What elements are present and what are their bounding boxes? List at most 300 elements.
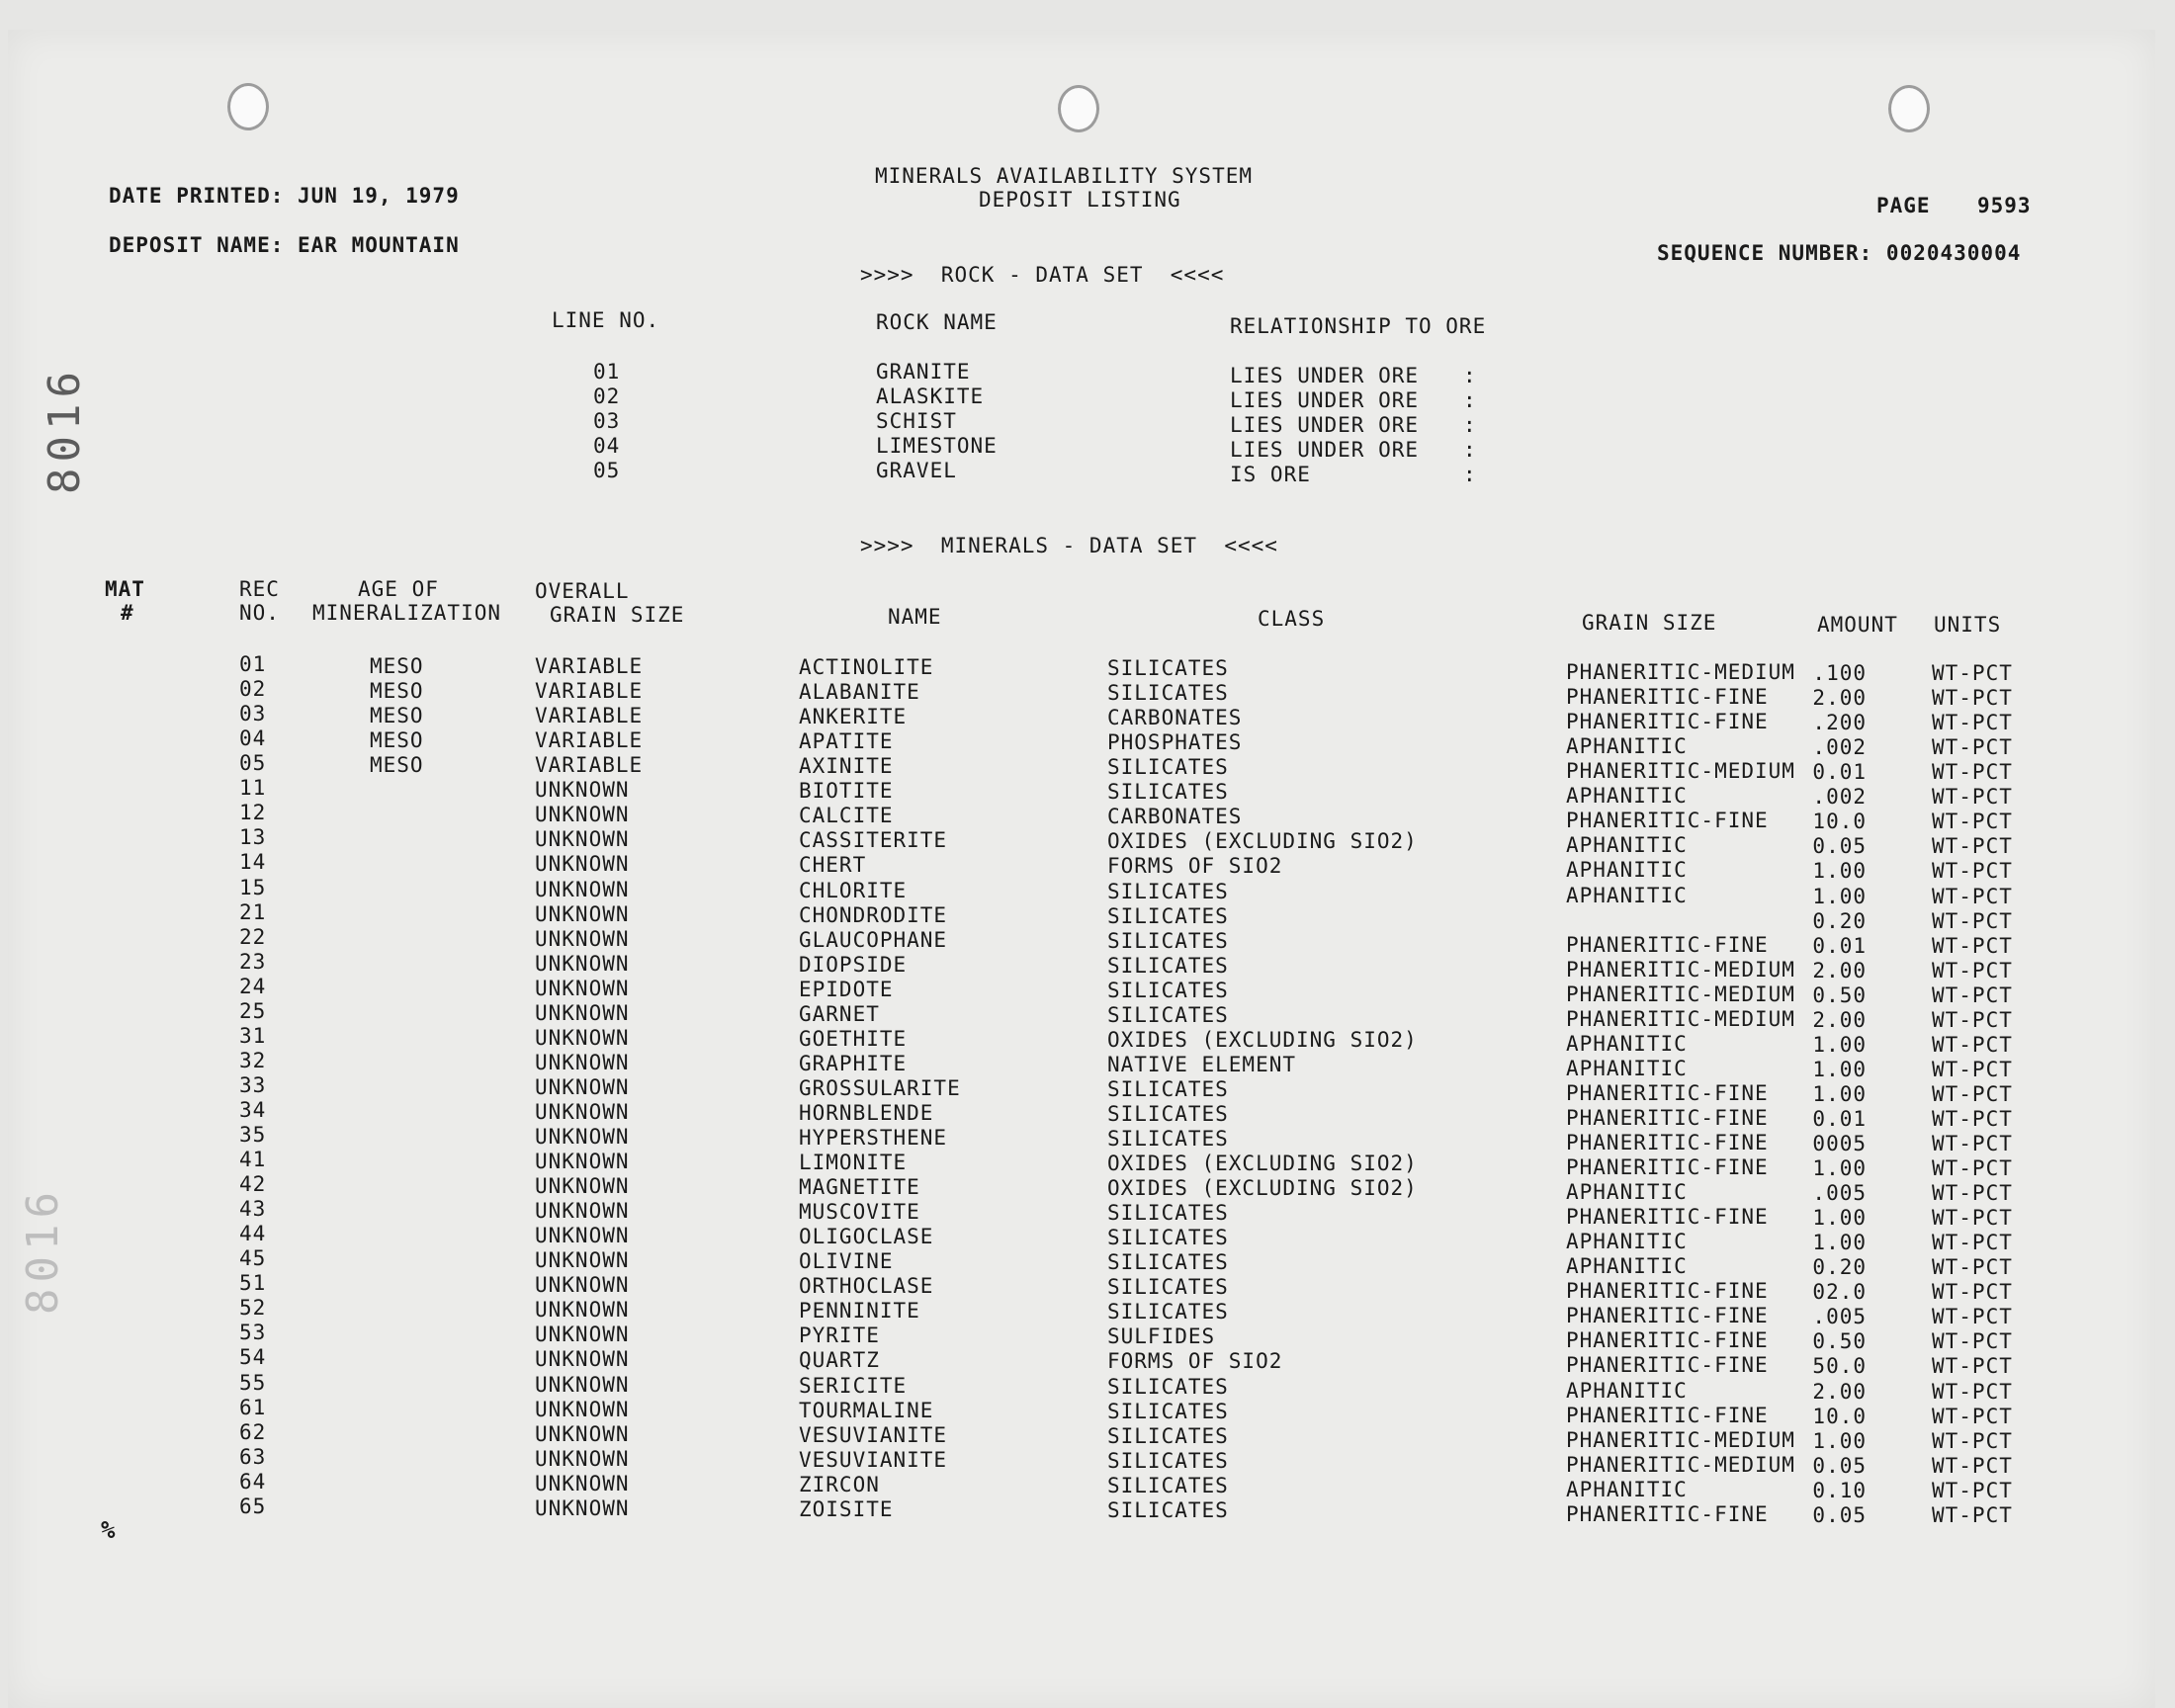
margin-stamp-number: 8016 <box>40 366 90 494</box>
mineral-name: CASSITERITE <box>799 828 948 853</box>
mineral-rec-no: 55 <box>239 1370 267 1395</box>
mineral-age: MESO <box>370 704 424 728</box>
mineral-name: MUSCOVITE <box>799 1200 920 1225</box>
rock-row <box>0 459 2175 486</box>
mineral-class: SULFIDES <box>1107 1324 1216 1349</box>
mineral-rec-no: 02 <box>239 677 267 701</box>
mineral-grain-size: PHANERITIC-MEDIUM <box>1566 759 1795 784</box>
mineral-rec-no: 65 <box>239 1494 267 1518</box>
mineral-grain-size: APHANITIC <box>1566 1031 1688 1056</box>
mineral-amount: 0.05 <box>1812 1502 1867 1527</box>
rock-relationship: LIES UNDER ORE <box>1230 413 1420 437</box>
mineral-overall-grain: VARIABLE <box>535 654 644 678</box>
mineral-grain-size: PHANERITIC-FINE <box>1566 1279 1769 1304</box>
mineral-row <box>0 949 2175 982</box>
mineral-class: SILICATES <box>1107 1275 1229 1300</box>
mineral-overall-grain: UNKNOWN <box>535 1397 630 1421</box>
mineral-units: WT-PCT <box>1932 1057 2013 1081</box>
mineral-row <box>0 1197 2175 1231</box>
mineral-overall-grain: UNKNOWN <box>535 1495 630 1520</box>
mineral-name: ZOISITE <box>799 1496 894 1521</box>
mineral-overall-grain: UNKNOWN <box>535 1150 630 1173</box>
age-header-1: AGE OF <box>358 577 439 601</box>
mineral-amount: .005 <box>1812 1181 1867 1206</box>
rock-relationship-mark: : <box>1463 413 1477 437</box>
mineral-grain-size: APHANITIC <box>1566 1254 1688 1279</box>
mineral-amount: 0.05 <box>1812 1453 1867 1478</box>
mineral-name: PYRITE <box>799 1324 880 1348</box>
mineral-class: SILICATES <box>1107 953 1229 978</box>
mineral-name: CHLORITE <box>799 878 908 902</box>
mat-hash-header: # <box>121 601 134 625</box>
mineral-amount: 0.01 <box>1812 933 1867 958</box>
rock-relationship-mark: : <box>1463 388 1477 412</box>
mineral-name: GARNET <box>799 1001 880 1026</box>
mineral-overall-grain: UNKNOWN <box>535 1000 630 1025</box>
mineral-overall-grain: UNKNOWN <box>535 976 630 1000</box>
mineral-class: OXIDES (EXCLUDING SIO2) <box>1107 1176 1418 1201</box>
mineral-class: OXIDES (EXCLUDING SIO2) <box>1107 829 1418 854</box>
punch-hole-right <box>1888 85 1930 132</box>
footer-percent-mark: % <box>101 1516 117 1544</box>
mineral-rec-no: 33 <box>239 1072 267 1097</box>
rec-header: REC <box>239 577 280 601</box>
mineral-overall-grain: UNKNOWN <box>535 1224 630 1248</box>
rec-no-header: NO. <box>239 601 280 625</box>
mineral-rec-no: 05 <box>239 751 267 776</box>
mineral-class: SILICATES <box>1107 780 1229 805</box>
mineral-amount: 0.20 <box>1812 1255 1867 1280</box>
mineral-amount: 1.00 <box>1812 884 1867 908</box>
mineral-name: ANKERITE <box>799 705 908 729</box>
page-label: PAGE <box>1876 194 1931 217</box>
mineral-age: MESO <box>370 753 424 778</box>
mineral-rec-no: 54 <box>239 1345 267 1370</box>
mineral-row <box>0 1072 2175 1106</box>
mineral-name: MAGNETITE <box>799 1175 920 1200</box>
mineral-amount: 0.05 <box>1812 834 1867 859</box>
mineral-row <box>0 751 2175 785</box>
mineral-class: SILICATES <box>1107 1374 1229 1399</box>
mineral-row <box>0 974 2175 1007</box>
mineral-units: WT-PCT <box>1932 661 2013 685</box>
rock-relationship-mark: : <box>1463 463 1477 486</box>
mineral-amount: 02.0 <box>1812 1280 1867 1305</box>
mineral-overall-grain: UNKNOWN <box>535 1099 630 1124</box>
mineral-name: GROSSULARITE <box>799 1075 961 1100</box>
mineral-grain-size: PHANERITIC-MEDIUM <box>1566 1006 1795 1031</box>
mineral-grain-size: APHANITIC <box>1566 833 1688 858</box>
mineral-amount: 1.00 <box>1812 1206 1867 1231</box>
rock-relationship: LIES UNDER ORE <box>1230 438 1420 462</box>
rock-line-no: 01 <box>593 360 621 384</box>
mineral-overall-grain: UNKNOWN <box>535 1347 630 1372</box>
rock-name: GRAVEL <box>876 459 957 482</box>
mineral-units: WT-PCT <box>1932 958 2013 982</box>
mineral-overall-grain: VARIABLE <box>535 679 644 703</box>
mineral-grain-size: PHANERITIC-MEDIUM <box>1566 982 1795 1006</box>
mineral-amount: 50.0 <box>1812 1354 1867 1379</box>
mineral-grain-size: PHANERITIC-FINE <box>1566 710 1769 734</box>
mineral-name: LIMONITE <box>799 1151 908 1174</box>
mineral-row <box>0 776 2175 810</box>
mineral-row <box>0 1444 2175 1478</box>
mineral-grain-size: PHANERITIC-FINE <box>1566 809 1769 833</box>
mineral-name: ZIRCON <box>799 1472 880 1496</box>
mineral-row <box>0 1148 2175 1180</box>
mineral-row <box>0 1321 2175 1354</box>
mineral-units: WT-PCT <box>1932 1007 2013 1032</box>
mineral-units: WT-PCT <box>1932 1106 2013 1131</box>
mineral-grain-size: PHANERITIC-FINE <box>1566 932 1769 957</box>
mineral-overall-grain: UNKNOWN <box>535 778 630 803</box>
mineral-units: WT-PCT <box>1932 1502 2013 1527</box>
mineral-units: WT-PCT <box>1932 834 2013 859</box>
mineral-units: WT-PCT <box>1932 785 2013 810</box>
mineral-units: WT-PCT <box>1932 810 2013 834</box>
mineral-overall-grain: UNKNOWN <box>535 1248 630 1273</box>
mineral-amount: 1.00 <box>1812 1057 1867 1081</box>
age-header-2: MINERALIZATION <box>312 601 502 625</box>
mineral-grain-size: PHANERITIC-MEDIUM <box>1566 1427 1795 1452</box>
mineral-name: HYPERSTHENE <box>799 1126 948 1150</box>
mineral-overall-grain: UNKNOWN <box>535 1199 630 1224</box>
mineral-overall-grain: VARIABLE <box>535 753 644 778</box>
mineral-grain-size: APHANITIC <box>1566 1180 1688 1205</box>
mineral-amount: 0.50 <box>1812 1329 1867 1354</box>
mineral-rec-no: 04 <box>239 726 267 751</box>
mineral-class: SILICATES <box>1107 656 1229 680</box>
mineral-name: ACTINOLITE <box>799 655 934 679</box>
mineral-overall-grain: UNKNOWN <box>535 926 630 951</box>
mineral-units: WT-PCT <box>1932 884 2013 908</box>
mineral-units: WT-PCT <box>1932 1404 2013 1428</box>
rock-name: GRANITE <box>876 360 971 384</box>
mineral-grain-size: PHANERITIC-MEDIUM <box>1566 660 1795 684</box>
mineral-amount: 1.00 <box>1812 1081 1867 1106</box>
mineral-amount: 2.00 <box>1812 1379 1867 1404</box>
mineral-rec-no: 41 <box>239 1148 267 1171</box>
mineral-overall-grain: UNKNOWN <box>535 877 630 901</box>
mineral-overall-grain: UNKNOWN <box>535 1174 630 1199</box>
class-header: CLASS <box>1258 607 1326 631</box>
mineral-amount: .100 <box>1812 661 1867 685</box>
margin-stamp-faint: 8016 <box>18 1186 68 1315</box>
mineral-rec-no: 61 <box>239 1395 267 1419</box>
mineral-units: WT-PCT <box>1932 735 2013 760</box>
mineral-grain-size: PHANERITIC-FINE <box>1566 1131 1769 1154</box>
mineral-name: HORNBLENDE <box>799 1100 934 1125</box>
rock-header-rock-name: ROCK NAME <box>876 310 998 334</box>
mineral-row <box>0 1048 2175 1081</box>
mineral-class: CARBONATES <box>1107 706 1243 730</box>
mineral-class: SILICATES <box>1107 1127 1229 1151</box>
amount-header: AMOUNT <box>1817 613 1898 637</box>
mineral-rec-no: 11 <box>239 776 267 801</box>
mineral-overall-grain: UNKNOWN <box>535 1074 630 1099</box>
rock-relationship-mark: : <box>1463 438 1477 462</box>
mineral-amount: 2.00 <box>1812 958 1867 982</box>
mineral-rec-no: 34 <box>239 1097 267 1122</box>
rock-line-no: 04 <box>593 434 621 458</box>
minerals-section-title: >>>> MINERALS - DATA SET <<<< <box>860 534 1278 557</box>
mineral-grain-size: PHANERITIC-FINE <box>1566 1105 1769 1130</box>
mineral-units: WT-PCT <box>1932 1280 2013 1305</box>
mineral-grain-size: PHANERITIC-FINE <box>1566 685 1769 709</box>
rock-relationship: IS ORE <box>1230 463 1311 486</box>
mineral-grain-size: PHANERITIC-FINE <box>1566 1304 1769 1328</box>
mineral-grain-size: APHANITIC <box>1566 883 1688 907</box>
mineral-name: VESUVIANITE <box>799 1447 948 1472</box>
mineral-units: WT-PCT <box>1932 933 2013 958</box>
deposit-name: DEPOSIT NAME: EAR MOUNTAIN <box>109 233 460 257</box>
mineral-units: WT-PCT <box>1932 711 2013 735</box>
mineral-row <box>0 1097 2175 1131</box>
mineral-overall-grain: UNKNOWN <box>535 1421 630 1446</box>
mineral-units: WT-PCT <box>1932 1354 2013 1379</box>
mineral-class: SILICATES <box>1107 1448 1229 1473</box>
mineral-row <box>0 1370 2175 1404</box>
mineral-units: WT-PCT <box>1932 1478 2013 1502</box>
mineral-name: VESUVIANITE <box>799 1422 948 1447</box>
mineral-row <box>0 702 2175 735</box>
mineral-amount: 1.00 <box>1812 1032 1867 1057</box>
mineral-grain-size: PHANERITIC-FINE <box>1566 1205 1769 1230</box>
mineral-amount: .002 <box>1812 735 1867 760</box>
mineral-units: WT-PCT <box>1932 1132 2013 1155</box>
mineral-row <box>0 1123 2175 1155</box>
rock-header-relationship: RELATIONSHIP TO ORE <box>1230 314 1487 338</box>
mineral-class: SILICATES <box>1107 1002 1229 1027</box>
mineral-amount: 1.00 <box>1812 1156 1867 1180</box>
mineral-grain-size: PHANERITIC-MEDIUM <box>1566 1452 1795 1477</box>
mineral-rec-no: 21 <box>239 899 267 924</box>
overall-header-1: OVERALL <box>535 579 630 603</box>
mineral-amount: 0.50 <box>1812 982 1867 1007</box>
mineral-name: OLIGOCLASE <box>799 1225 934 1249</box>
mineral-amount: 1.00 <box>1812 1428 1867 1453</box>
mineral-units: WT-PCT <box>1932 1156 2013 1180</box>
mineral-grain-size: PHANERITIC-FINE <box>1566 1080 1769 1105</box>
mineral-class: SILICATES <box>1107 1399 1229 1423</box>
mineral-row <box>0 1246 2175 1280</box>
mineral-class: SILICATES <box>1107 879 1229 903</box>
mineral-class: SILICATES <box>1107 1250 1229 1275</box>
mineral-name: GRAPHITE <box>799 1051 908 1075</box>
mineral-class: SILICATES <box>1107 755 1229 780</box>
mineral-units: WT-PCT <box>1932 1206 2013 1231</box>
mineral-grain-size: APHANITIC <box>1566 1378 1688 1403</box>
mineral-age: MESO <box>370 728 424 753</box>
rock-header-line-no: LINE NO. <box>552 308 660 332</box>
mineral-class: SILICATES <box>1107 1076 1229 1101</box>
mineral-class: SILICATES <box>1107 1423 1229 1448</box>
rock-relationship: LIES UNDER ORE <box>1230 388 1420 412</box>
mineral-row <box>0 1395 2175 1428</box>
mineral-rec-no: 25 <box>239 998 267 1023</box>
mineral-class: FORMS OF SIO2 <box>1107 1349 1283 1374</box>
mineral-row <box>0 1023 2175 1057</box>
mineral-overall-grain: UNKNOWN <box>535 1372 630 1397</box>
mineral-rec-no: 32 <box>239 1048 267 1072</box>
mineral-overall-grain: UNKNOWN <box>535 1323 630 1347</box>
mineral-rec-no: 64 <box>239 1469 267 1494</box>
mineral-row <box>0 1419 2175 1453</box>
mineral-units: WT-PCT <box>1932 982 2013 1007</box>
mat-header: MAT <box>105 577 145 601</box>
mineral-amount: .200 <box>1812 711 1867 735</box>
mineral-name: AXINITE <box>799 754 894 779</box>
mineral-class: SILICATES <box>1107 1226 1229 1250</box>
mineral-name: ORTHOCLASE <box>799 1274 934 1299</box>
mineral-rec-no: 62 <box>239 1419 267 1444</box>
mineral-name: OLIVINE <box>799 1249 894 1274</box>
mineral-class: SILICATES <box>1107 1300 1229 1324</box>
mineral-row <box>0 850 2175 884</box>
mineral-amount: 1.00 <box>1812 859 1867 884</box>
rock-name: SCHIST <box>876 409 957 433</box>
mineral-units: WT-PCT <box>1932 760 2013 785</box>
date-printed: DATE PRINTED: JUN 19, 1979 <box>109 184 460 208</box>
mineral-units: WT-PCT <box>1932 1428 2013 1453</box>
mineral-row <box>0 1172 2175 1206</box>
mineral-units: WT-PCT <box>1932 686 2013 710</box>
mineral-rec-no: 52 <box>239 1296 267 1321</box>
mineral-rec-no: 45 <box>239 1246 267 1271</box>
mineral-row <box>0 1271 2175 1305</box>
mineral-class: SILICATES <box>1107 903 1229 928</box>
mineral-rec-no: 63 <box>239 1444 267 1469</box>
mineral-overall-grain: UNKNOWN <box>535 901 630 926</box>
mineral-class: SILICATES <box>1107 978 1229 1002</box>
mineral-name: GLAUCOPHANE <box>799 927 948 952</box>
rock-row <box>0 384 2175 412</box>
mineral-units: WT-PCT <box>1932 859 2013 884</box>
mineral-row <box>0 1222 2175 1255</box>
mineral-grain-size: PHANERITIC-FINE <box>1566 1501 1769 1526</box>
mineral-class: OXIDES (EXCLUDING SIO2) <box>1107 1027 1418 1052</box>
mineral-units: WT-PCT <box>1932 1379 2013 1404</box>
rock-line-no: 05 <box>593 459 621 482</box>
mineral-units: WT-PCT <box>1932 908 2013 933</box>
rock-name: LIMESTONE <box>876 434 998 458</box>
mineral-grain-size: PHANERITIC-FINE <box>1566 1328 1769 1353</box>
mineral-name: CHONDRODITE <box>799 902 948 927</box>
mineral-class: OXIDES (EXCLUDING SIO2) <box>1107 1152 1418 1175</box>
mineral-name: APATITE <box>799 729 894 754</box>
mineral-amount: 1.00 <box>1812 1231 1867 1255</box>
sequence-number: SEQUENCE NUMBER: 0020430004 <box>1657 241 2022 265</box>
rock-relationship: LIES UNDER ORE <box>1230 364 1420 387</box>
mineral-grain-size: APHANITIC <box>1566 1230 1688 1254</box>
mineral-units: WT-PCT <box>1932 1181 2013 1206</box>
mineral-units: WT-PCT <box>1932 1081 2013 1106</box>
mineral-row <box>0 652 2175 685</box>
mineral-name: GOETHITE <box>799 1026 908 1051</box>
mineral-rec-no: 51 <box>239 1271 267 1296</box>
mineral-age: MESO <box>370 679 424 703</box>
mineral-rec-no: 14 <box>239 850 267 875</box>
mineral-row <box>0 677 2175 710</box>
rock-section-title: >>>> ROCK - DATA SET <<<< <box>860 263 1225 287</box>
mineral-amount: 0.01 <box>1812 1106 1867 1131</box>
mineral-name: PENNINITE <box>799 1299 920 1324</box>
mineral-amount: 0.10 <box>1812 1478 1867 1502</box>
mineral-units: WT-PCT <box>1932 1032 2013 1057</box>
mineral-rec-no: 13 <box>239 825 267 850</box>
page-number: 9593 <box>1977 194 2032 217</box>
mineral-class: SILICATES <box>1107 681 1229 705</box>
mineral-amount: 0.20 <box>1812 908 1867 933</box>
mineral-row <box>0 899 2175 933</box>
mineral-overall-grain: UNKNOWN <box>535 951 630 976</box>
mineral-overall-grain: VARIABLE <box>535 704 644 728</box>
mineral-grain-size: PHANERITIC-MEDIUM <box>1566 957 1795 982</box>
mineral-overall-grain: UNKNOWN <box>535 1471 630 1495</box>
mineral-grain-size: APHANITIC <box>1566 858 1688 883</box>
mineral-overall-grain: UNKNOWN <box>535 1025 630 1050</box>
punch-hole-left <box>227 83 269 130</box>
mineral-units: WT-PCT <box>1932 1453 2013 1478</box>
mineral-age: MESO <box>370 654 424 678</box>
mineral-overall-grain: UNKNOWN <box>535 1446 630 1471</box>
mineral-row <box>0 801 2175 834</box>
mineral-units: WT-PCT <box>1932 1329 2013 1354</box>
mineral-class: SILICATES <box>1107 928 1229 953</box>
rock-row <box>0 360 2175 387</box>
mineral-rec-no: 12 <box>239 801 267 825</box>
mineral-overall-grain: UNKNOWN <box>535 1050 630 1074</box>
mineral-row <box>0 825 2175 859</box>
mineral-rec-no: 24 <box>239 974 267 998</box>
mineral-name: QUARTZ <box>799 1348 880 1373</box>
mineral-rec-no: 23 <box>239 949 267 974</box>
mineral-row <box>0 1494 2175 1527</box>
mineral-amount: 0005 <box>1812 1132 1867 1155</box>
listing-title: DEPOSIT LISTING <box>979 188 1181 212</box>
mineral-grain-size: PHANERITIC-FINE <box>1566 1155 1769 1179</box>
mineral-grain-size: APHANITIC <box>1566 734 1688 759</box>
system-title: MINERALS AVAILABILITY SYSTEM <box>875 164 1254 188</box>
mineral-row <box>0 1469 2175 1502</box>
units-header: UNITS <box>1934 613 2002 637</box>
mineral-row <box>0 1345 2175 1379</box>
name-header: NAME <box>888 605 942 629</box>
mineral-name: ALABANITE <box>799 680 920 704</box>
mineral-name: SERICITE <box>799 1373 908 1398</box>
mineral-rec-no: 31 <box>239 1023 267 1048</box>
rock-line-no: 02 <box>593 384 621 408</box>
mineral-class: PHOSPHATES <box>1107 730 1243 755</box>
mineral-overall-grain: UNKNOWN <box>535 1298 630 1323</box>
mineral-rec-no: 53 <box>239 1321 267 1345</box>
mineral-rec-no: 01 <box>239 652 267 676</box>
mineral-amount: .002 <box>1812 785 1867 810</box>
mineral-class: CARBONATES <box>1107 805 1243 829</box>
mineral-rec-no: 35 <box>239 1123 267 1147</box>
mineral-grain-size: PHANERITIC-FINE <box>1566 1353 1769 1378</box>
mineral-name: EPIDOTE <box>799 977 894 1001</box>
mineral-grain-size: PHANERITIC-FINE <box>1566 1403 1769 1427</box>
mineral-row <box>0 924 2175 958</box>
mineral-name: DIOPSIDE <box>799 952 908 977</box>
mineral-rec-no: 44 <box>239 1222 267 1246</box>
mineral-overall-grain: UNKNOWN <box>535 827 630 852</box>
grain-size-header: GRAIN SIZE <box>1582 611 1717 635</box>
mineral-row <box>0 726 2175 760</box>
mineral-class: SILICATES <box>1107 1497 1229 1522</box>
mineral-row <box>0 875 2175 908</box>
